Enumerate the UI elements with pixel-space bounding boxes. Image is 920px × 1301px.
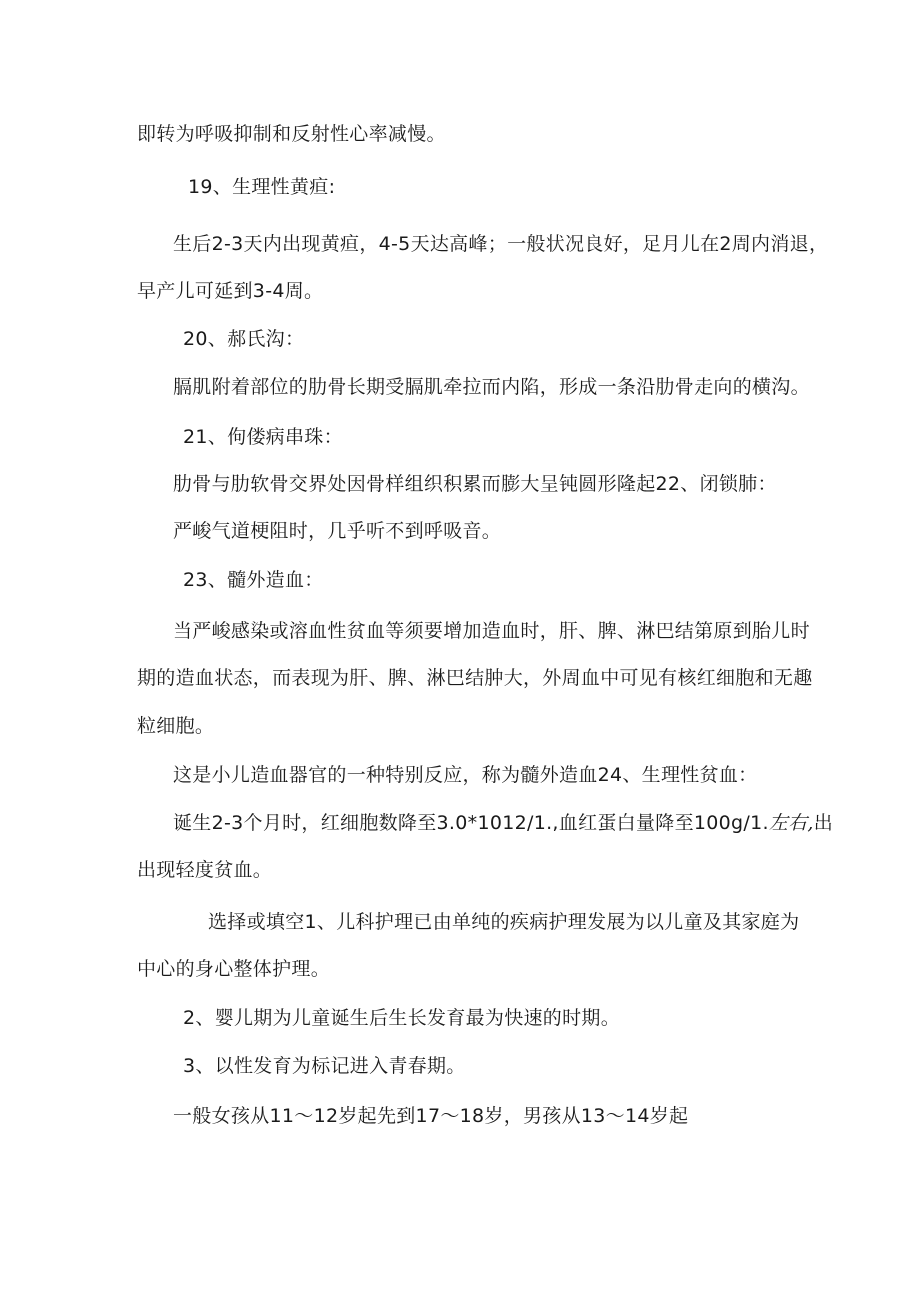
heading-20: 20、郝氏沟： bbox=[183, 328, 305, 350]
item-2: 2、婴儿期为儿童诞生后生长发育最为快速的时期。 bbox=[183, 1007, 620, 1029]
anemia-text-part1: 诞生2-3个月时，红细胞数降至3.0*1012/1.,血红蛋白量降至100g/1. bbox=[173, 812, 769, 834]
heading-19: 19、生理性黄疸: bbox=[188, 176, 336, 198]
item-3: 3、以性发育为标记进入青春期。 bbox=[183, 1055, 466, 1077]
text-line-anemia bbox=[173, 811, 833, 835]
heading-23: 23、髓外造血： bbox=[183, 569, 324, 591]
text-line-4: 早产儿可延到3-4周。 bbox=[137, 280, 324, 302]
text-line-1: 即转为呼吸抑制和反射性心率减慢。 bbox=[137, 123, 446, 145]
text-line-14: 这是小儿造血器官的一种特别反应，称为髓外造血24、生理性贫血： bbox=[173, 764, 758, 786]
text-line-21: 一般女孩从11～12岁起先到17～18岁，男孩从13～14岁起 bbox=[173, 1105, 689, 1127]
text-line-9: 严峻气道梗阻时，几乎听不到呼吸音。 bbox=[173, 520, 502, 542]
anemia-text-italic: 左右, bbox=[768, 812, 814, 834]
heading-21: 21、佝偻病串珠： bbox=[183, 426, 343, 448]
text-line-16: 出现轻度贫血。 bbox=[137, 859, 273, 881]
text-line-11: 当严峻感染或溶血性贫血等须要增加造血时，肝、脾、淋巴结第原到胎儿时 bbox=[173, 620, 810, 642]
text-line-18: 中心的身心整体护理。 bbox=[137, 958, 331, 980]
section-select-fill: 选择或填空1、儿科护理已由单纯的疾病护理发展为以儿童及其家庭为 bbox=[208, 911, 800, 933]
anemia-text-part3: 出 bbox=[813, 812, 834, 834]
text-line-3: 生后2-3天内出现黄疸，4-5天达高峰；一般状况良好，足月儿在2周内消退， bbox=[173, 233, 829, 255]
text-line-8: 肋骨与肋软骨交界处因骨样组织积累而膨大呈钝圆形隆起22、闭锁肺： bbox=[173, 473, 777, 495]
text-line-6: 膈肌附着部位的肋骨长期受膈肌牵拉而内陷，形成一条沿肋骨走向的横沟。 bbox=[173, 376, 810, 398]
text-line-12: 期的造血状态，而表现为肝、脾、淋巴结肿大，外周血中可见有核红细胞和无趣 bbox=[137, 667, 813, 689]
text-line-13: 粒细胞。 bbox=[137, 715, 215, 737]
